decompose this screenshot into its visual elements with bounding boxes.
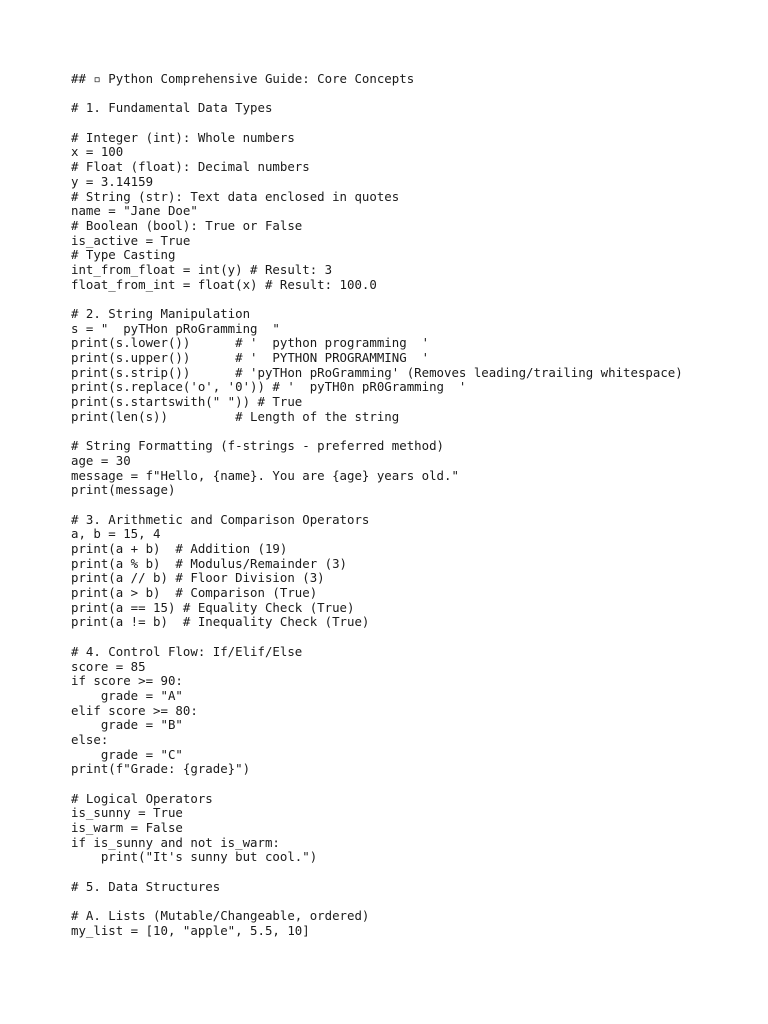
code-line: print(a + b) # Addition (19) <box>71 541 288 556</box>
comment-line: ## ▫ Python Comprehensive Guide: Core Concepts <box>71 71 415 86</box>
comment-line: # 1. Fundamental Data Types <box>71 100 273 116</box>
blank-line <box>71 292 761 307</box>
code-line: if score >= 90: <box>71 673 183 689</box>
code-line: message = f"Hello, {name}. You are {age} years old." <box>71 467 459 483</box>
code-line: y = 3.14159 <box>71 173 154 189</box>
comment-line: # Float (float): Decimal numbers <box>71 159 310 175</box>
code-line: elif score >= 80: <box>71 702 198 718</box>
blank-line <box>71 777 761 792</box>
comment-line: # String Formatting (f-strings - preferred method) <box>71 438 444 454</box>
comment-line: # 5. Data Structures <box>71 878 221 894</box>
code-line: if is_sunny and not is_warm: <box>71 834 280 850</box>
code-document <box>71 72 761 939</box>
code-line: print(len(s)) # Length of the string <box>71 408 400 424</box>
code-line: print("It's sunny but cool.") <box>71 849 318 865</box>
comment-line: # Boolean (bool): True or False <box>71 217 303 233</box>
code-line: print(s.lower()) # ' python programming ' <box>71 335 430 351</box>
comment-line: # Integer (int): Whole numbers <box>71 129 295 145</box>
blank-line <box>71 895 761 910</box>
code-line: grade = "A" <box>71 687 183 703</box>
code-line: print(f"Grade: {grade}") <box>71 761 251 777</box>
code-line: x = 100 <box>71 144 124 160</box>
code-line: print(a // b) # Floor Division (3) <box>71 570 325 586</box>
code-line: int_from_float = int(y) # Result: 3 <box>71 261 333 277</box>
code-line: print(s.startswith(" ")) # True <box>71 394 303 410</box>
comment-line: # String (str): Text data enclosed in quotes <box>71 188 400 204</box>
code-line: grade = "C" <box>71 746 183 762</box>
code-line: print(message) <box>71 482 176 498</box>
code-line: print(a % b) # Modulus/Remainder (3) <box>71 555 348 571</box>
comment-line: # A. Lists (Mutable/Changeable, ordered) <box>71 908 370 924</box>
code-line: is_active = True <box>71 232 191 248</box>
comment-line: # 3. Arithmetic and Comparison Operators <box>71 511 370 527</box>
code-line: score = 85 <box>71 658 146 674</box>
code-line: my_list = [10, "apple", 5.5, 10] <box>71 922 310 938</box>
code-line: a, b = 15, 4 <box>71 526 161 542</box>
code-line: print(a == 15) # Equality Check (True) <box>71 599 355 615</box>
code-line: is_sunny = True <box>71 805 183 821</box>
blank-line <box>71 87 761 102</box>
blank-line <box>71 425 761 440</box>
code-line: float_from_int = float(x) # Result: 100.0 <box>71 276 377 292</box>
blank-line <box>71 116 761 131</box>
blank-line <box>71 630 761 645</box>
code-line: s = " pyTHon pRoGramming " <box>71 320 280 336</box>
code-line: print(s.strip()) # 'pyTHon pRoGramming' (Removes leading/trailing whitespace) <box>71 364 683 380</box>
code-line: else: <box>71 731 109 747</box>
code-line: print(a != b) # Inequality Check (True) <box>71 614 370 630</box>
code-line: grade = "B" <box>71 717 183 733</box>
blank-line <box>71 865 761 880</box>
comment-line: # Type Casting <box>71 247 176 263</box>
code-line: name = "Jane Doe" <box>71 203 198 219</box>
comment-line: # 4. Control Flow: If/Elif/Else <box>71 643 303 659</box>
blank-line <box>71 498 761 513</box>
code-line: age = 30 <box>71 452 131 468</box>
comment-line: # Logical Operators <box>71 790 213 806</box>
comment-line: # 2. String Manipulation <box>71 306 251 321</box>
code-line: print(s.upper()) # ' PYTHON PROGRAMMING ' <box>71 350 430 366</box>
code-line: print(s.replace('o', '0')) # ' pyTH0n pR0Gramming ' <box>71 379 467 395</box>
code-line: print(a > b) # Comparison (True) <box>71 585 318 601</box>
code-line: is_warm = False <box>71 820 183 836</box>
